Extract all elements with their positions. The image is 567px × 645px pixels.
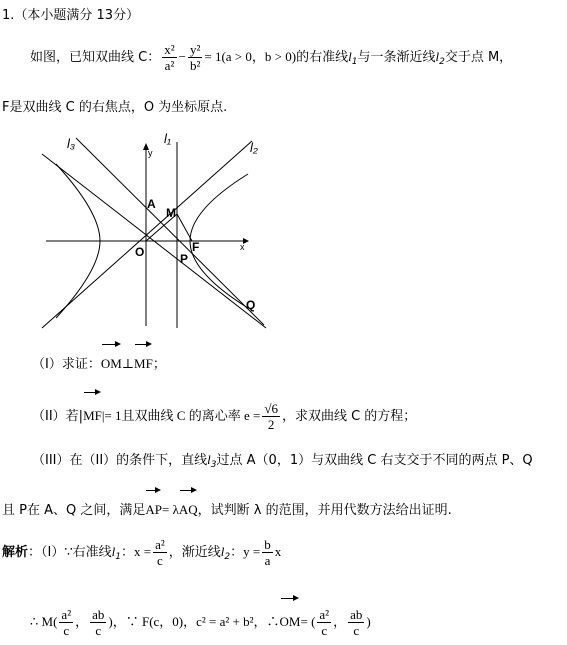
label-l2: l₂ [250, 140, 258, 155]
label-P: P [180, 252, 189, 266]
fraction-a2-over-c: $\frac{\text{a²}}{c}$ [155, 537, 165, 568]
label-A: A [147, 197, 156, 211]
line-l2 [42, 141, 252, 328]
problem-intro: 如图，已知双曲线 C： $\frac{\text{x²}}{\text{a²}}$ − $\frac{\text{y²}}{\text{b²}}$ = 1(a > 0，b > 0)的右准线$l_1$与一条渐近线$l_2$交于点 M， [30, 42, 513, 73]
label-O: O [135, 245, 145, 259]
label-y: y [148, 148, 153, 158]
label-M: M [166, 206, 176, 220]
vector-mf: MF [134, 340, 153, 378]
label-l3: l₃ [67, 136, 76, 151]
fraction-m-y: $\frac{ab}{c}$ [92, 607, 105, 638]
part-3-line1: （III）在（II）的条件下，直线$l_3$过点 A（0，1）与双曲线 C 右支交于不同的两点 P、Q [32, 452, 533, 470]
segment-mf [177, 214, 192, 241]
fraction-om-x: $\frac{\text{a²}}{c}$ [319, 607, 330, 638]
line-l3 [76, 138, 264, 325]
label-Q: Q [246, 298, 256, 312]
fraction-m-x: $\frac{\text{a²}}{c}$ [61, 607, 72, 638]
fraction-y-over-b: $\frac{\text{y²}}{\text{b²}}$ [189, 42, 201, 73]
solution-line1: 解析：（I）∵右准线$l_1$：x = $\frac{\text{a²}}{c}$ ，渐近线$l_2$：y = $\frac{b}{a}$ x [2, 537, 282, 568]
fraction-b-over-a: $\frac{b}{a}$ [264, 537, 271, 568]
vector-om-2: OM [280, 594, 301, 640]
fraction-sqrt6-over-2: $\frac{√6}{2}$ [264, 401, 278, 432]
intro-text-a: 如图，已知双曲线 C： [30, 50, 161, 65]
fraction-om-y: $\frac{ab}{c}$ [350, 607, 363, 638]
label-l1: l₁ [164, 131, 171, 146]
vector-mf-2: MF [83, 388, 102, 434]
solution-label: 解析 [2, 545, 29, 560]
part-2: （II）若|MF|= 1且双曲线 C 的离心率 e = $\frac{√6}{2}$ ，求双曲线 C 的方程； [32, 388, 416, 435]
vector-aq: AQ [179, 486, 198, 524]
hyperbola-figure [40, 128, 272, 330]
fraction-x-over-a: $\frac{\text{x²}}{\text{a²}}$ [164, 42, 175, 73]
problem-line2: F是双曲线 C 的右焦点，O 为坐标原点. [2, 100, 228, 115]
solution-line2: ∴ M( $\frac{\text{a²}}{c}$ ， $\frac{ab}{c}$ )，∵ F(c，0)，c² = a² + b²，∴OM= ( $\frac{\text{a²}}{c}$ ， $\frac{ab}{c}$ ) [30, 594, 371, 641]
label-x: x [240, 242, 245, 252]
label-F: F [192, 240, 200, 254]
intro-eq: = 1(a > 0，b > 0) [204, 49, 297, 64]
vector-om: OM [101, 340, 122, 378]
problem-heading: 1.（本小题满分 13分） [2, 8, 140, 23]
part-1: （I）求证：OM⊥MF； [32, 340, 166, 379]
vector-ap: AP [145, 486, 162, 524]
part-3-line2: 且 P在 A、Q 之间，满足AP= λAQ，试判断 λ 的范围，并用代数方法给出证明. [2, 486, 452, 525]
